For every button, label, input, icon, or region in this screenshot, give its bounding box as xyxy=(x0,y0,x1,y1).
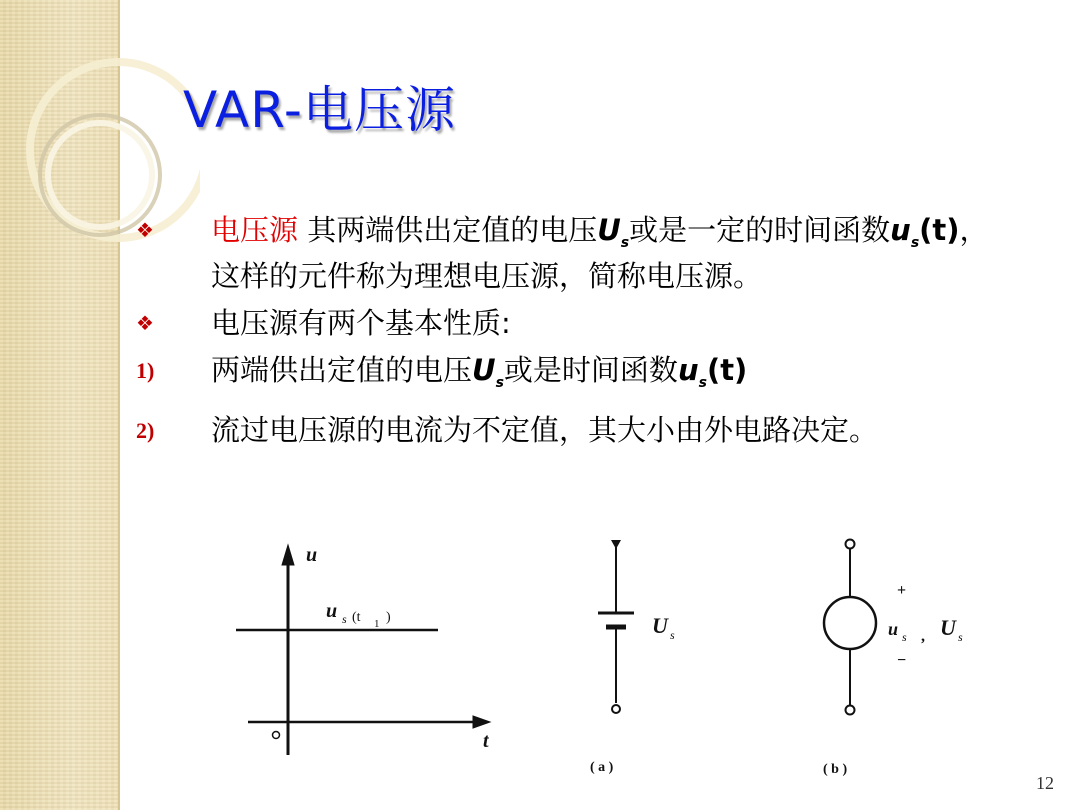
svg-text:s: s xyxy=(958,630,963,644)
svg-text:s: s xyxy=(670,628,675,642)
page-number: 12 xyxy=(1036,773,1054,793)
bullet-text: ，这样的元件称为理想电压源，简称电压源。 xyxy=(211,213,989,293)
diamond-bullet-icon: ❖ xyxy=(136,310,154,335)
svg-text:,: , xyxy=(921,628,925,645)
bottom-terminal xyxy=(612,705,620,713)
bullet-text: 其两端供出定值的电压 xyxy=(298,213,598,247)
bullet-text: 两端供出定值的电压 xyxy=(211,352,473,387)
bullet-item-property-2 xyxy=(136,414,996,447)
svg-text:U: U xyxy=(652,613,668,638)
symbol-Us: $U_s$ xyxy=(472,352,504,391)
svg-text:(t: (t xyxy=(352,610,361,625)
number-marker: 1) xyxy=(136,357,155,383)
svg-text:1: 1 xyxy=(374,618,380,630)
source-circle xyxy=(824,597,876,649)
battery-symbol-figure xyxy=(598,540,634,713)
plus-sign: + xyxy=(897,582,907,599)
svg-text:s: s xyxy=(902,630,907,644)
highlight-term: 电压源 xyxy=(211,213,299,247)
svg-text:u: u xyxy=(888,619,899,639)
bullet-item-properties xyxy=(136,307,996,340)
diamond-bullet-icon: ❖ xyxy=(136,218,154,242)
bottom-terminal xyxy=(846,706,855,715)
bullet-text: 或是时间函数 xyxy=(503,352,678,387)
bullet-text: 电压源有两个基本性质: xyxy=(211,305,511,340)
circuit-figures xyxy=(228,535,988,790)
battery-label xyxy=(652,613,675,642)
bullet-text: 或是一定的时间函数 xyxy=(629,213,891,247)
svg-text:): ) xyxy=(386,610,391,625)
top-terminal xyxy=(846,540,855,549)
curve-label xyxy=(326,600,391,630)
bullet-item-property-1 xyxy=(136,354,996,400)
symbol-paren-t: (t) xyxy=(919,213,960,247)
y-axis-arrow-icon xyxy=(282,545,294,565)
slide-title: VAR-电压源 xyxy=(183,81,456,139)
voltage-time-graph xyxy=(236,545,490,755)
symbol-us: $u_s$ xyxy=(677,352,707,391)
figure-b-caption: ( b ) xyxy=(823,762,848,777)
svg-text:U: U xyxy=(940,615,956,640)
bullet-text: 流过电压源的电流为不定值，其大小由外电路决定。 xyxy=(211,412,879,447)
number-marker: 2) xyxy=(136,417,155,443)
minus-sign: − xyxy=(897,652,907,669)
figure-a-caption: ( a ) xyxy=(590,760,614,775)
ring-inner-light xyxy=(48,123,152,227)
symbol-paren-t: (t) xyxy=(706,352,748,387)
source-labels xyxy=(888,615,963,645)
symbol-Us: $U_s$ xyxy=(597,213,630,251)
voltage-source-symbol-figure xyxy=(824,540,876,715)
svg-text:s: s xyxy=(342,612,347,626)
graph-y-label: u xyxy=(306,544,318,566)
origin-mark xyxy=(273,732,280,739)
symbol-us: $u_s$ xyxy=(890,213,920,251)
bullet-list xyxy=(136,214,996,461)
x-axis-arrow-icon xyxy=(473,716,490,728)
bullet-item-definition xyxy=(136,214,996,293)
svg-text:u: u xyxy=(326,600,338,622)
graph-x-label: t xyxy=(483,730,489,752)
